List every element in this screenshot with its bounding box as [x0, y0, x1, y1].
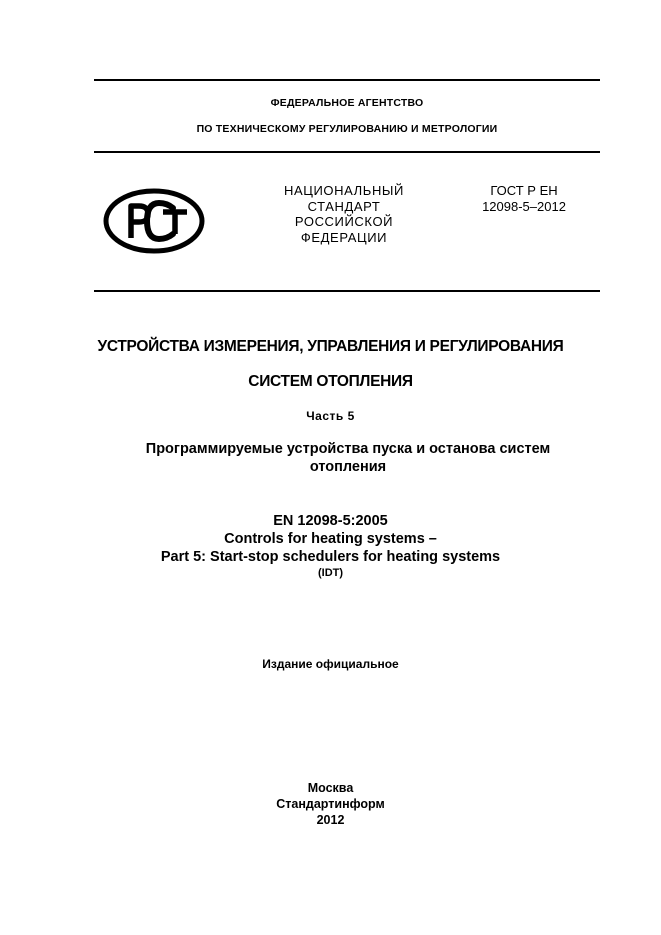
edition-label: Издание официальное [262, 657, 399, 671]
standard-type-line: НАЦИОНАЛЬНЫЙ [284, 183, 404, 198]
top-rule [94, 79, 600, 81]
en-standard-code: EN 12098-5:2005 [273, 513, 388, 529]
imprint-publisher: Стандартинформ [276, 797, 385, 811]
standard-type-line: СТАНДАРТ [307, 198, 381, 214]
standard-type-line: ФЕДЕРАЦИИ [300, 229, 388, 245]
agency-name-line2: ПО ТЕХНИЧЕСКОМУ РЕГУЛИРОВАНИЮ И МЕТРОЛОГИИ [196, 123, 498, 135]
imprint-year: 2012 [316, 813, 345, 827]
document-title-line1: УСТРОЙСТВА ИЗМЕРЕНИЯ, УПРАВЛЕНИЯ И РЕГУЛИРОВАНИЯ [97, 338, 564, 355]
header-rule [94, 151, 600, 153]
standard-type-line: РОССИЙСКОЙ [294, 214, 394, 229]
standard-type [268, 183, 420, 245]
equivalence-mark: (IDT) [317, 567, 344, 579]
logo-section-rule [94, 290, 600, 292]
document-part: Часть 5 [306, 409, 355, 423]
rst-logo-icon [103, 188, 205, 254]
document-subtitle: Программируемые устройства пуска и останова систем отопления [145, 441, 551, 475]
agency-name-line1: ФЕДЕРАЛЬНОЕ АГЕНТСТВО [270, 97, 424, 109]
standard-code [462, 183, 586, 214]
standard-code-line1: ГОСТ Р ЕН [490, 183, 558, 198]
standard-code-line2: 12098-5–2012 [482, 198, 566, 214]
en-standard-title-line1: Controls for heating systems – [224, 531, 437, 547]
imprint-city: Москва [307, 781, 354, 795]
document-title-line2: СИСТЕМ ОТОПЛЕНИЯ [248, 373, 413, 390]
en-standard-title-line2: Part 5: Start-stop schedulers for heating systems [160, 549, 501, 565]
